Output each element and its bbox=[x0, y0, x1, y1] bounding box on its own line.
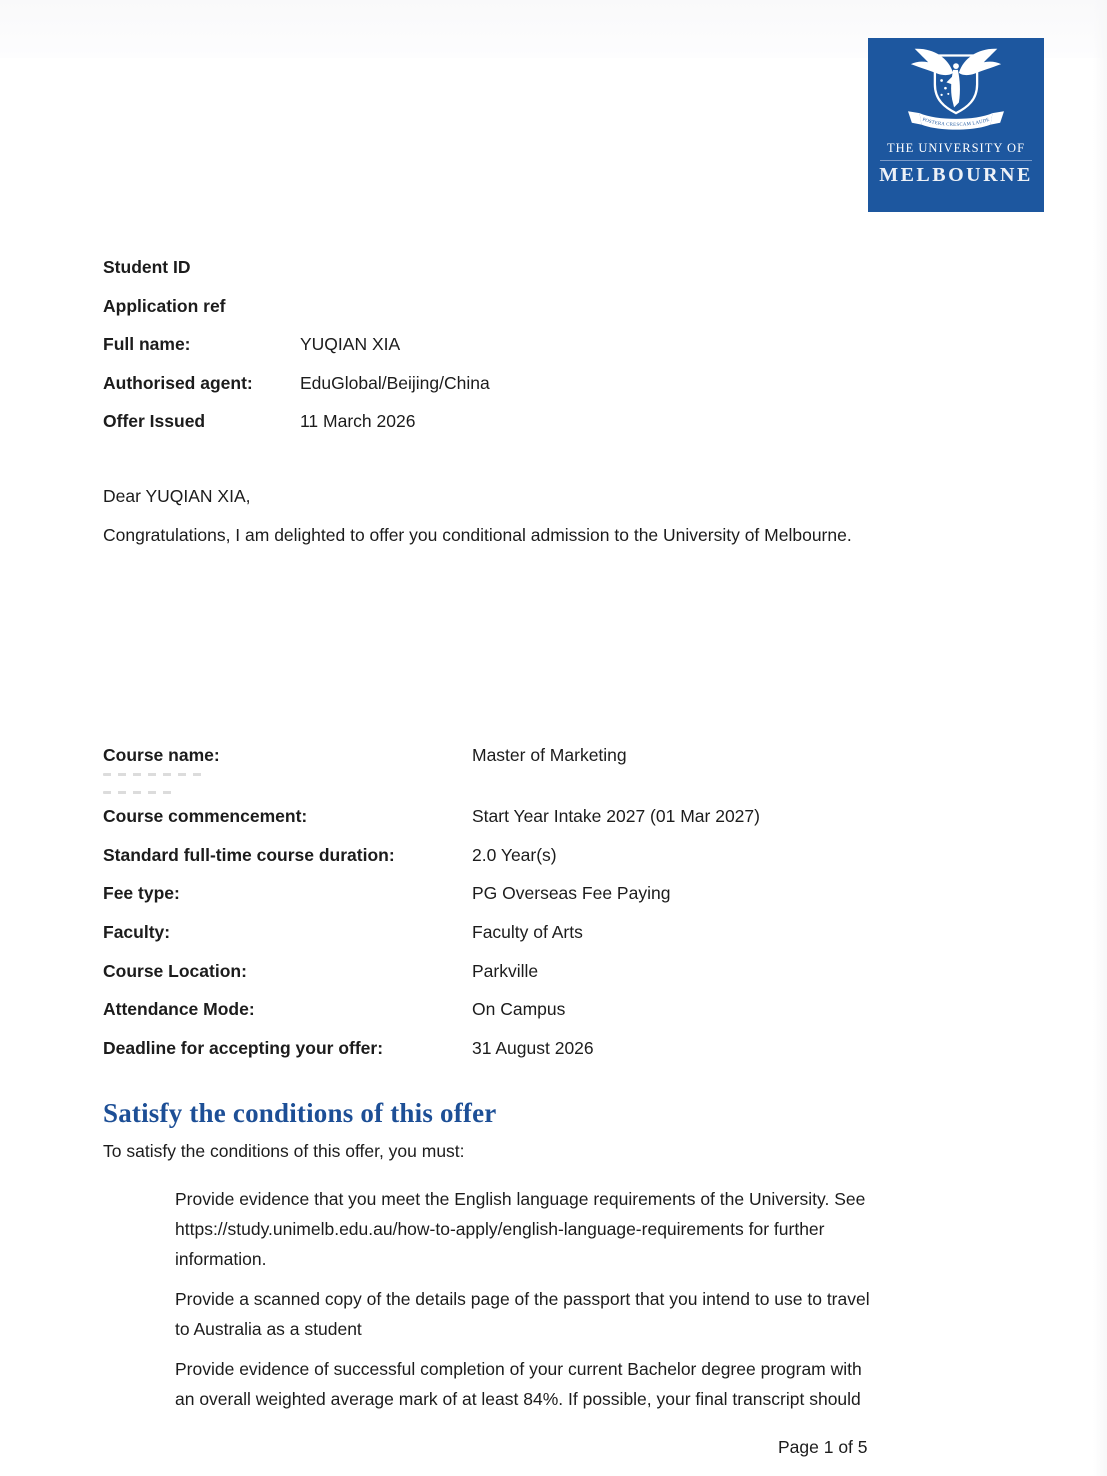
logo-divider bbox=[880, 160, 1032, 161]
conditions-list bbox=[175, 1184, 1020, 1424]
condition-line: to Australia as a student bbox=[175, 1319, 362, 1339]
salutation-text: Dear YUQIAN XIA, bbox=[103, 486, 251, 506]
course-commencement-value: Start Year Intake 2027 (01 Mar 2027) bbox=[472, 806, 760, 826]
authorised-agent-label: Authorised agent: bbox=[103, 372, 253, 393]
course-name-label: Course name: bbox=[103, 745, 220, 765]
application-ref-label: Application ref bbox=[103, 295, 226, 316]
faculty-label: Faculty: bbox=[103, 922, 171, 943]
course-commencement-label: Course commencement: bbox=[103, 806, 308, 826]
logo-university-of-text: THE UNIVERSITY OF bbox=[886, 141, 1026, 155]
condition-item-passport bbox=[175, 1284, 1020, 1344]
condition-line: Provide a scanned copy of the details page of the passport that you intend to use to travel bbox=[175, 1289, 870, 1309]
fee-type-value: PG Overseas Fee Paying bbox=[472, 883, 671, 904]
course-name-row bbox=[103, 744, 627, 766]
course-duration-label: Standard full-time course duration: bbox=[103, 844, 395, 865]
faculty-value: Faculty of Arts bbox=[472, 922, 583, 943]
course-name-value: Master of Marketing bbox=[472, 745, 627, 765]
authorised-agent-value: EduGlobal/Beijing/China bbox=[300, 372, 490, 393]
offer-issued-value: 11 March 2026 bbox=[300, 411, 416, 432]
condition-line: information. bbox=[175, 1249, 267, 1269]
university-logo bbox=[868, 38, 1044, 212]
condition-line: https://study.unimelb.edu.au/how-to-apply/english-language-requirements for further bbox=[175, 1219, 825, 1239]
attendance-mode-label: Attendance Mode: bbox=[103, 999, 255, 1020]
congratulations-text: Congratulations, I am delighted to offer you conditional admission to the University of Melbourne. bbox=[103, 525, 852, 545]
university-crest-icon bbox=[897, 44, 1015, 140]
condition-line: Provide evidence of successful completion of your current Bachelor degree program with bbox=[175, 1359, 862, 1379]
course-details-table bbox=[103, 805, 760, 1076]
condition-line: an overall weighted average mark of at least 84%. If possible, your final transcript should bbox=[175, 1389, 861, 1409]
student-id-label: Student ID bbox=[103, 257, 191, 277]
redacted-line bbox=[103, 791, 177, 794]
attendance-mode-value: On Campus bbox=[472, 999, 566, 1020]
page-number: Page 1 of 5 bbox=[778, 1437, 868, 1457]
application-ref-value bbox=[300, 295, 490, 334]
student-info-table bbox=[103, 256, 490, 449]
condition-item-bachelor-completion bbox=[175, 1354, 1020, 1414]
condition-line: Provide evidence that you meet the English language requirements of the University. See bbox=[175, 1189, 866, 1209]
logo-melbourne-text: MELBOURNE bbox=[879, 164, 1033, 186]
full-name-value: YUQIAN XIA bbox=[300, 334, 401, 355]
offer-deadline-label: Deadline for accepting your offer: bbox=[103, 1038, 384, 1059]
offer-deadline-value: 31 August 2026 bbox=[472, 1038, 594, 1059]
course-location-label: Course Location: bbox=[103, 960, 247, 981]
crest-motto: POSTERA CRESCAM LAUDE bbox=[921, 117, 991, 128]
student-id-value bbox=[300, 256, 490, 295]
redacted-course-code bbox=[103, 773, 207, 794]
course-location-value: Parkville bbox=[472, 960, 539, 981]
fee-type-label: Fee type: bbox=[103, 883, 180, 904]
full-name-label: Full name: bbox=[103, 334, 191, 355]
greeting-block bbox=[103, 485, 852, 546]
offer-issued-label: Offer Issued bbox=[103, 411, 206, 432]
redacted-line bbox=[103, 773, 207, 776]
conditions-section-intro: To satisfy the conditions of this offer, you must: bbox=[103, 1141, 465, 1161]
course-duration-value: 2.0 Year(s) bbox=[472, 844, 557, 865]
condition-item-english bbox=[175, 1184, 1020, 1274]
conditions-section-heading: Satisfy the conditions of this offer bbox=[103, 1098, 497, 1128]
